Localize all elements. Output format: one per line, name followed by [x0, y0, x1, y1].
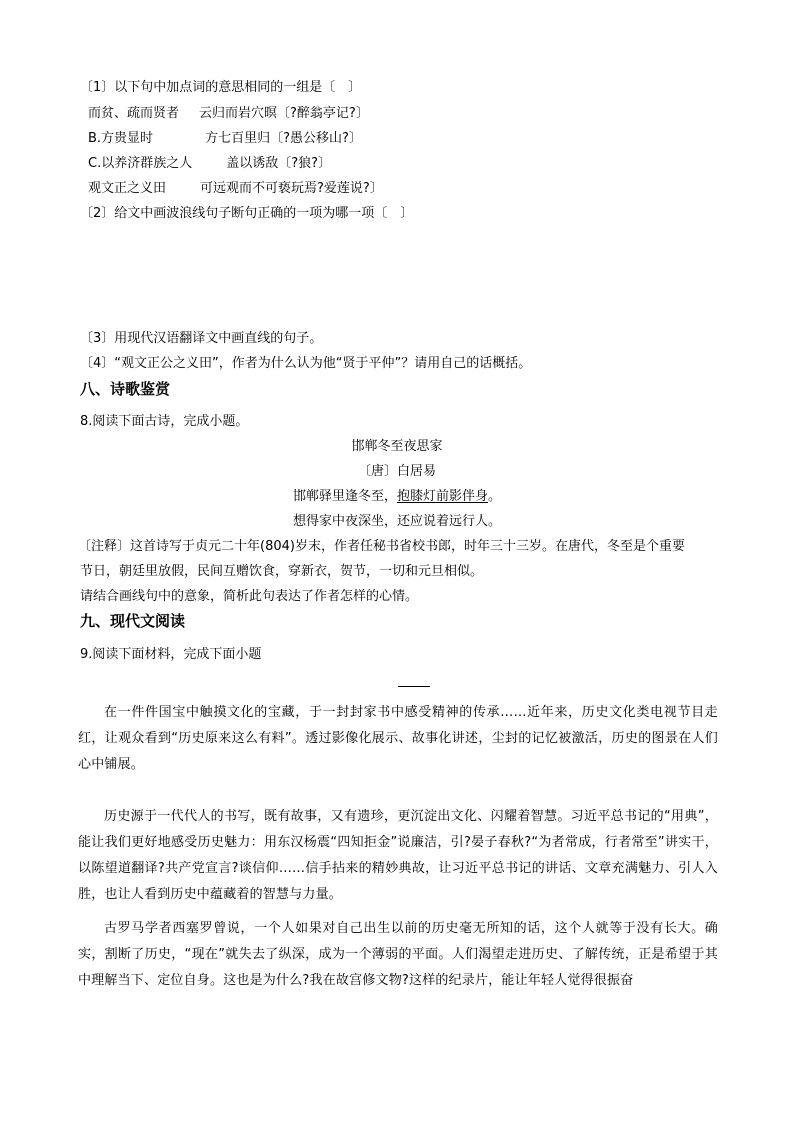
article-paragraph-1: 在一件件国宝中触摸文化的宝藏，于一封封家书中感受精神的传承……近年来，历史文化类电视节目走红，让观众看到“历史原来这么有料”。透过影像化展示、故事化讲述，尘封的记忆被激活，历史的图景在人们心中铺展。	[78, 705, 718, 772]
poem-line-1	[0, 489, 794, 505]
poem-title: 邯郸冬至夜思家	[351, 439, 443, 454]
option-row-a	[88, 106, 369, 122]
section-8-question: 请结合画线句中的意象，简析此句表达了作者怎样的心情。	[80, 589, 419, 604]
question-7-sub4: 〔4〕“观文正公之义田”，作者为什么认为他“贤于平仲”？请用自己的话概括。	[80, 356, 532, 371]
section-8-prompt: 8.阅读下面古诗，完成小题。	[80, 414, 249, 429]
section-8-heading: 八、诗歌鉴赏	[80, 380, 171, 398]
question-7-sub2: 〔2〕给文中画波浪线句子断句正确的一项为哪一项〔 〕	[80, 206, 414, 221]
section-9-heading: 九、现代文阅读	[80, 612, 186, 630]
poem-author: 〔唐〕白居易	[357, 464, 436, 479]
question-7-sub1: 〔1〕以下句中加点词的意思相同的一组是〔 〕	[80, 80, 362, 95]
title-blank-line	[398, 686, 430, 687]
option-d-left: 观文正之义田	[88, 181, 167, 196]
option-a-right: 云归而岩穴暝〔?醉翁亭记?〕	[199, 106, 369, 121]
option-d-right: 可远观而不可亵玩焉?爱莲说?〕	[200, 181, 383, 196]
option-row-b	[88, 131, 362, 147]
section-9-prompt: 9.阅读下面材料，完成下面小题	[80, 647, 262, 662]
option-b-right: 方七百里归〔?愚公移山?〕	[205, 131, 362, 146]
poem-line-2: 想得家中夜深坐，还应说着远行人。	[292, 514, 501, 529]
option-c-left: C.以养济群族之人	[88, 156, 193, 171]
option-c-right: 盖以诱敌〔?狼?〕	[226, 156, 332, 171]
option-row-c	[88, 156, 331, 172]
poem-note-line-1: 〔注释〕这首诗写于贞元二十年(804)岁末，作者任秘书省校书郎，时年三十三岁。在唐代，冬至是个重要	[78, 539, 685, 554]
article-paragraph-3: 古罗马学者西塞罗曾说，一个人如果对自己出生以前的历史毫无所知的话，这个人就等于没有长大。确实，割断了历史，“现在”就失去了纵深，成为一个薄弱的平面。人们渴望走进历史、了解传统，正是希望于其中理解当下、定位自身。这也是为什么?我在故宫修文物?这样的纪录片，能让年轻人觉得很振奋	[78, 921, 718, 988]
option-a-left: 而贫、疏而贤者	[88, 106, 180, 121]
poem-line-1-start: 邯郸驿里逢冬至，	[292, 489, 397, 504]
option-row-d	[88, 181, 383, 197]
poem-note-line-2: 节日，朝廷里放假，民间互赠饮食，穿新衣，贺节，一切和元旦相似。	[80, 564, 484, 579]
poem-line-1-underlined: 抱膝灯前影伴身	[396, 489, 488, 504]
poem-line-1-end: 。	[488, 489, 502, 504]
option-b-left: B.方贵显时	[88, 131, 154, 146]
question-7-sub3: 〔3〕用现代汉语翻译文中画直线的句子。	[80, 331, 323, 346]
article-paragraph-2: 历史源于一代代人的书写，既有故事，又有遗珍，更沉淀出文化、闪耀着智慧。习近平总书记的“用典”，能让我们更好地感受历史魅力：用东汉杨震“四知拒金”说廉洁，引?晏子春秋?“为者常成，行者常至”讲实干，以陈望道翻译?共产党宣言?谈信仰……信手拈来的精妙典故，让习近平总书记的讲话、文章充满魅力、引人入胜，也让人看到历史中蕴藏着的智慧与力量。	[78, 809, 718, 902]
